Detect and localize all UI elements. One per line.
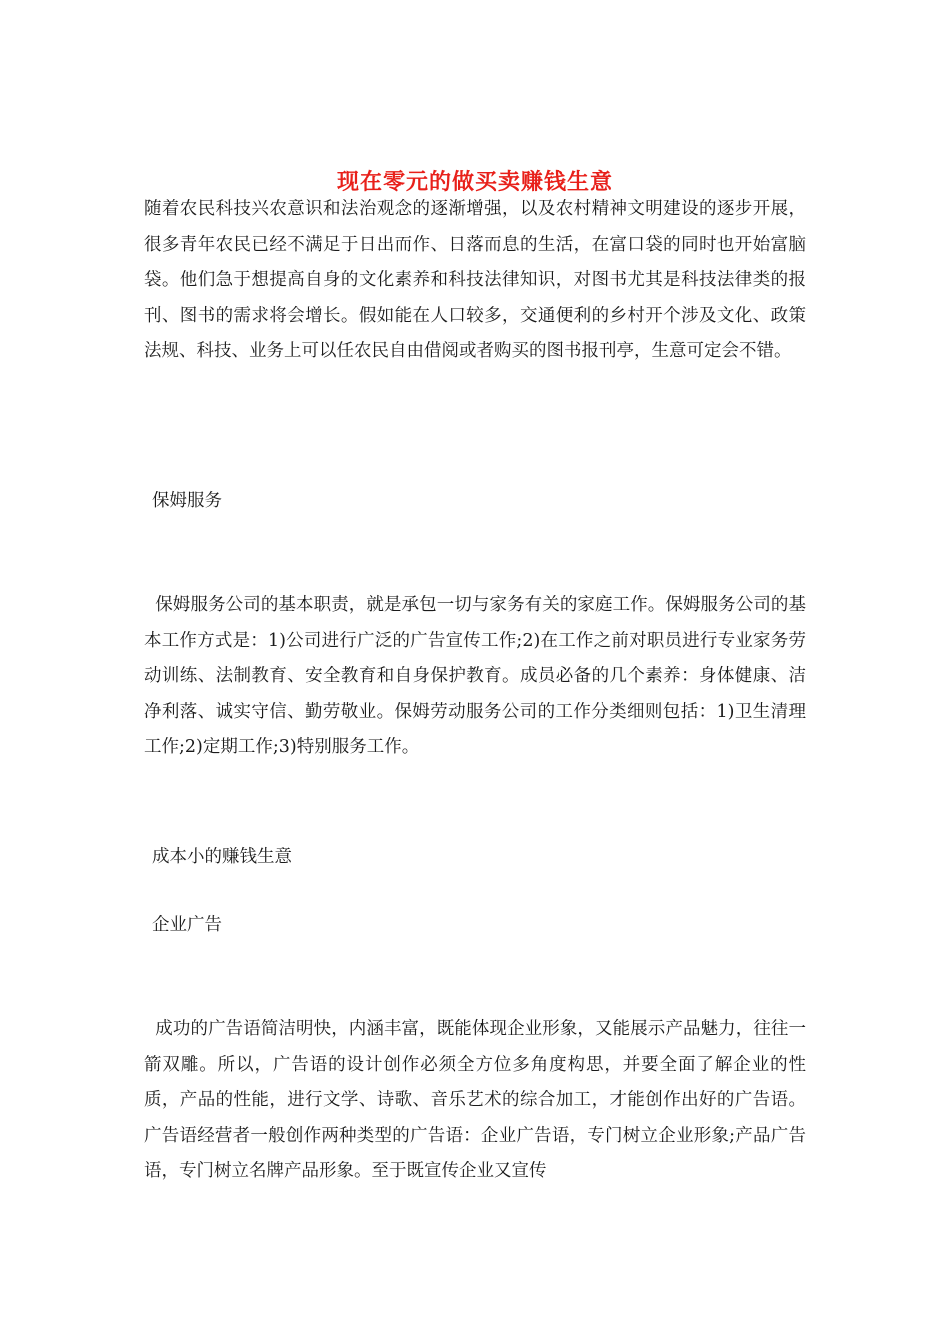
corporate-ads-paragraph: 成功的广告语简洁明快，内涵丰富，既能体现企业形象，又能展示产品魅力，往往一箭双雕。所以，广告语的设计创作必须全方位多角度构思，并要全面了解企业的性质，产品的性能，进行文学、诗歌、音乐艺术的综合加工，才能创作出好的广告语。广告语经营者一般创作两种类型的广告语：企业广告语，专门树立企业形象;产品广告语，专门树立名牌产品形象。至于既宣传企业又宣传 [144, 1019, 806, 1182]
section-heading-low-cost-business: 成本小的赚钱生意 [152, 847, 292, 867]
document-title: 现在零元的做买卖赚钱生意 [336, 168, 613, 195]
nanny-service-paragraph: 保姆服务公司的基本职责，就是承包一切与家务有关的家庭工作。保姆服务公司的基本工作方式是：1)公司进行广泛的广告宣传工作;2)在工作之前对职员进行专业家务劳动训练、法制教育、安全教育和自身保护教育。成员必备的几个素养：身体健康、洁净利落、诚实守信、勤劳敬业。保姆劳动服务公司的工作分类细则包括：1)卫生清理工作;2)定期工作;3)特别服务工作。 [144, 595, 806, 758]
section-heading-corporate-ads: 企业广告 [152, 915, 222, 935]
intro-paragraph: 随着农民科技兴农意识和法治观念的逐渐增强，以及农村精神文明建设的逐步开展，很多青年农民已经不满足于日出而作、日落而息的生活，在富口袋的同时也开始富脑袋。他们急于想提高自身的文化素养和科技法律知识，对图书尤其是科技法律类的报刊、图书的需求将会增长。假如能在人口较多，交通便利的乡村开个涉及文化、政策法规、科技、业务上可以任农民自由借阅或者购买的图书报刊亭，生意可定会不错。 [144, 199, 806, 362]
section-heading-nanny-service: 保姆服务 [152, 491, 222, 511]
